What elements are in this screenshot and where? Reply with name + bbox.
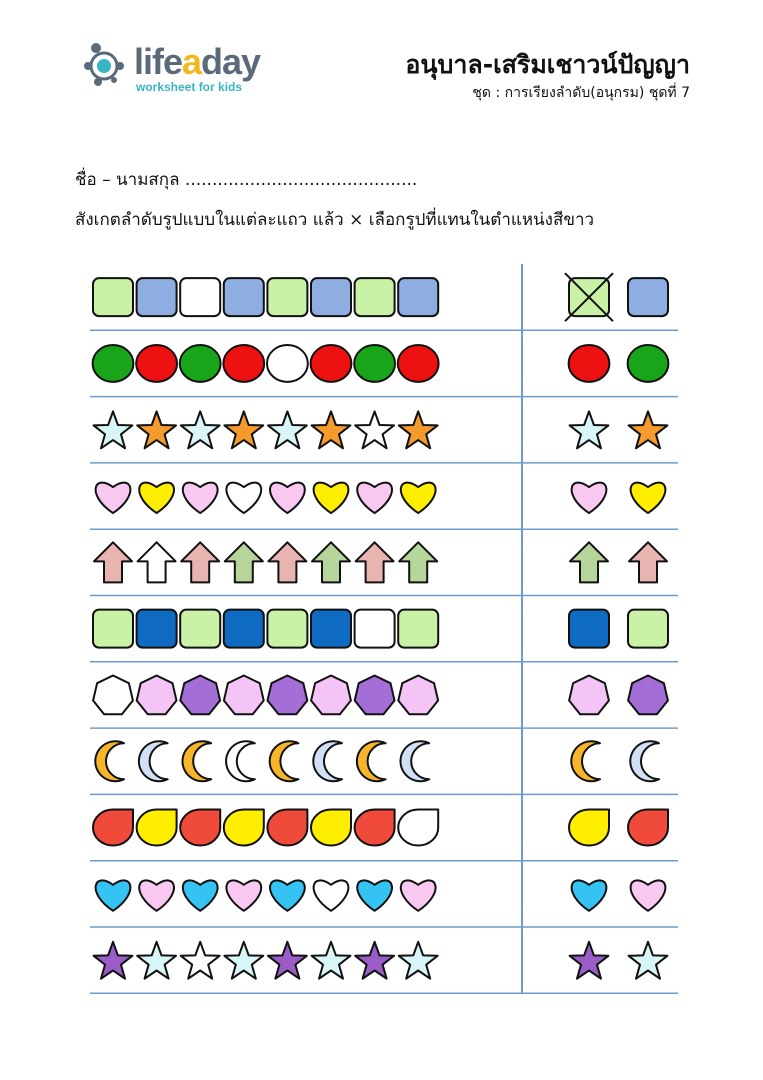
sequence-star <box>312 942 351 979</box>
sequence-arrow-up <box>399 542 437 582</box>
answer-choice-heptagon[interactable] <box>628 676 668 715</box>
sequence-heart <box>314 483 349 513</box>
pattern-row <box>94 942 668 979</box>
sequence-star <box>137 411 176 448</box>
sequence-star <box>268 411 307 448</box>
sequence-rounded-square <box>224 610 264 648</box>
sequence-drop <box>355 810 395 846</box>
sequence-drop <box>224 810 264 846</box>
sequence-heart <box>270 483 305 513</box>
worksheet-subtitle: ชุด : การเรียงลำดับ(อนุกรม) ชุดที่ 7 <box>472 85 690 101</box>
answer-choice-heptagon[interactable] <box>569 676 609 715</box>
sequence-heart <box>270 880 305 910</box>
sequence-crescent <box>182 741 211 781</box>
sequence-circle <box>223 345 264 382</box>
sequence-heart <box>96 483 131 513</box>
sequence-arrow-up <box>312 542 350 582</box>
sequence-heart <box>226 483 261 513</box>
sequence-circle <box>354 345 395 382</box>
sequence-heptagon <box>224 676 264 715</box>
sequence-heptagon <box>398 676 438 715</box>
sequence-heart <box>96 880 131 910</box>
answer-choice-heart[interactable] <box>572 483 607 513</box>
sequence-rounded-square <box>311 278 351 316</box>
sequence-star <box>312 411 351 448</box>
name-field[interactable]: ชื่อ – นามสกุล ........................................... <box>75 170 418 190</box>
sequence-crescent <box>139 741 168 781</box>
answer-choice-arrow-up[interactable] <box>570 542 608 582</box>
pattern-row <box>94 411 668 448</box>
answer-choice-rounded-square[interactable] <box>628 278 668 316</box>
sequence-rounded-square <box>355 610 395 648</box>
sequence-heart <box>183 483 218 513</box>
sequence-drop <box>267 810 307 846</box>
pattern-row <box>94 542 667 582</box>
answer-choice-drop[interactable] <box>628 810 668 846</box>
answer-choice-star[interactable] <box>629 942 668 979</box>
sequence-arrow-up <box>356 542 394 582</box>
answer-choice-rounded-square[interactable] <box>565 273 613 321</box>
sequence-star <box>137 942 176 979</box>
sequence-heptagon <box>355 676 395 715</box>
instruction-text: สังเกตลำดับรูปแบบในแต่ละแถว แล้ว × เลือกรูปที่แทนในตำแหน่งสีขาว <box>75 210 595 230</box>
sequence-arrow-up <box>225 542 263 582</box>
answer-choice-star[interactable] <box>570 942 609 979</box>
sequence-star <box>355 411 394 448</box>
sequence-rounded-square <box>180 610 220 648</box>
sequence-rounded-square <box>224 278 264 316</box>
pattern-row <box>93 810 668 846</box>
sequence-crescent <box>313 741 342 781</box>
sequence-heart <box>183 880 218 910</box>
sequence-heart <box>139 483 174 513</box>
sequence-heart <box>314 880 349 910</box>
answer-choice-arrow-up[interactable] <box>629 542 667 582</box>
sequence-crescent <box>226 741 255 781</box>
sequence-rounded-square <box>311 610 351 648</box>
sequence-heart <box>357 880 392 910</box>
pattern-row <box>93 676 668 715</box>
answer-choice-circle[interactable] <box>569 345 610 382</box>
sequence-rounded-square <box>267 610 307 648</box>
sequence-heart <box>401 483 436 513</box>
sequence-drop <box>311 810 351 846</box>
sequence-circle <box>267 345 308 382</box>
sequence-star <box>181 942 220 979</box>
answer-choice-heart[interactable] <box>631 880 666 910</box>
sequence-rounded-square <box>398 278 438 316</box>
answer-choice-circle[interactable] <box>628 345 669 382</box>
answer-choice-star[interactable] <box>570 411 609 448</box>
sequence-circle <box>93 345 134 382</box>
sequence-drop <box>137 810 177 846</box>
sequence-star <box>181 411 220 448</box>
pattern-row <box>93 345 669 382</box>
sequence-circle <box>398 345 439 382</box>
sequence-crescent <box>95 741 124 781</box>
pattern-row <box>96 880 666 910</box>
sequence-rounded-square <box>180 278 220 316</box>
answer-choice-rounded-square[interactable] <box>628 610 668 648</box>
answer-choice-drop[interactable] <box>569 810 609 846</box>
sequence-rounded-square <box>355 278 395 316</box>
pattern-row <box>96 483 666 513</box>
logo-wordmark: lifeaday <box>134 41 261 82</box>
sequence-heptagon <box>137 676 177 715</box>
sequence-heptagon <box>268 676 308 715</box>
answer-choice-heart[interactable] <box>572 880 607 910</box>
sequence-crescent <box>357 741 386 781</box>
sequence-drop <box>180 810 220 846</box>
sequence-rounded-square <box>93 610 133 648</box>
sequence-star <box>399 411 438 448</box>
sequence-arrow-up <box>138 542 176 582</box>
sequence-crescent <box>270 741 299 781</box>
sequence-heart <box>139 880 174 910</box>
sequence-star <box>94 942 133 979</box>
sequence-heptagon <box>180 676 220 715</box>
answer-choice-rounded-square[interactable] <box>569 610 609 648</box>
pattern-row <box>93 273 668 321</box>
sequence-rounded-square <box>93 278 133 316</box>
sequence-star <box>268 942 307 979</box>
sequence-arrow-up <box>94 542 132 582</box>
sequence-heart <box>226 880 261 910</box>
sequence-star <box>224 942 263 979</box>
answer-choice-crescent[interactable] <box>630 741 659 781</box>
answer-choice-star[interactable] <box>629 411 668 448</box>
sequence-circle <box>136 345 177 382</box>
sequence-arrow-up <box>268 542 306 582</box>
sequence-drop <box>398 810 438 846</box>
sequence-drop <box>93 810 133 846</box>
answer-choice-crescent[interactable] <box>571 741 600 781</box>
sequence-circle <box>311 345 352 382</box>
sequence-star <box>94 411 133 448</box>
sequence-star <box>399 942 438 979</box>
logo-tagline: worksheet for kids <box>136 80 243 94</box>
worksheet-title: อนุบาล-เสริมเชาวน์ปัญญา <box>405 50 690 79</box>
sequence-star <box>355 942 394 979</box>
sequence-star <box>224 411 263 448</box>
sequence-rounded-square <box>137 610 177 648</box>
sequence-crescent <box>400 741 429 781</box>
sequence-rounded-square <box>267 278 307 316</box>
sequence-heart <box>401 880 436 910</box>
pattern-row <box>93 610 668 648</box>
sequence-rounded-square <box>398 610 438 648</box>
sequence-rounded-square <box>137 278 177 316</box>
sequence-circle <box>180 345 221 382</box>
answer-choice-heart[interactable] <box>631 483 666 513</box>
sequence-heptagon <box>311 676 351 715</box>
sequence-heptagon <box>93 676 133 715</box>
pattern-row <box>95 741 659 781</box>
sequence-heart <box>357 483 392 513</box>
sequence-arrow-up <box>181 542 219 582</box>
